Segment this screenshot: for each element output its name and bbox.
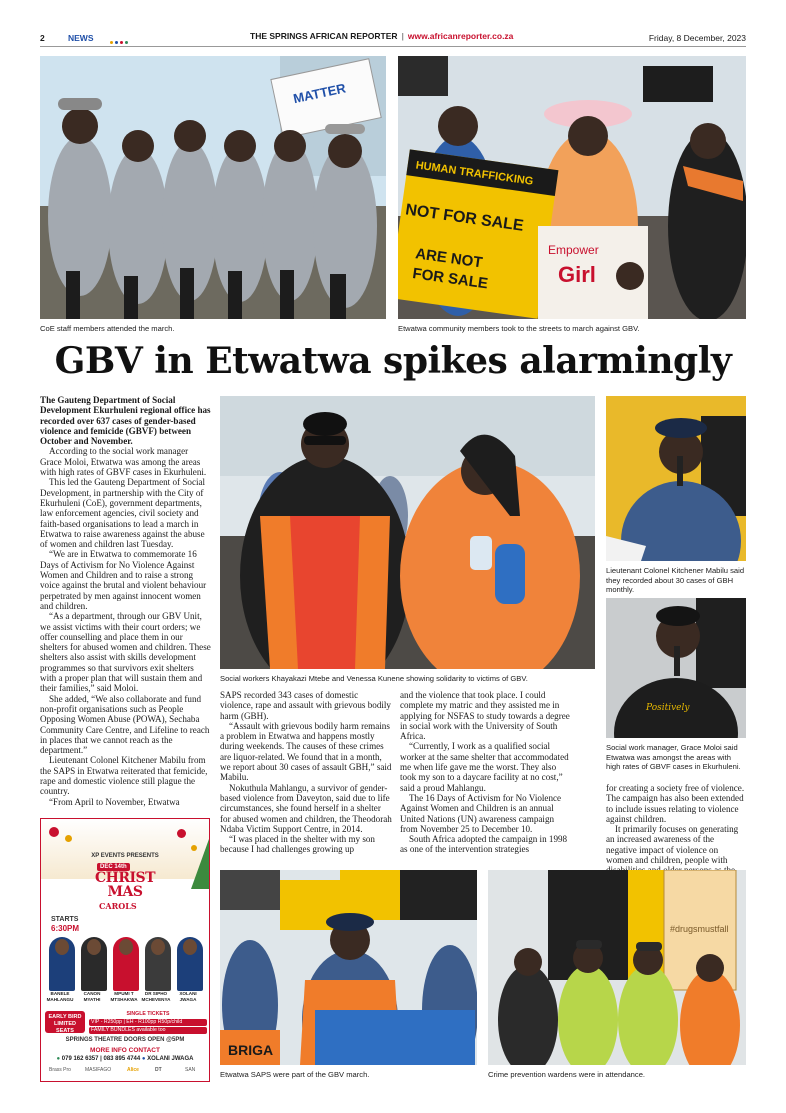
article-paragraph: “I was placed in the shelter with my son because I had challenges growing up — [220, 834, 375, 855]
facebook-icon: ● — [141, 1056, 146, 1062]
mabilu-image — [606, 396, 746, 561]
article-paragraph: SAPS recorded 343 cases of domestic violence, rape and assault with grievous bodily harm (GBH). — [220, 690, 391, 721]
christmas-carols-advert[interactable] — [40, 818, 210, 1082]
ornament-icon — [177, 829, 186, 838]
page-number: 2 — [40, 33, 45, 43]
placard-trafficking-text: HUMAN TRAFFICKING — [414, 159, 534, 188]
wardens-image — [488, 870, 746, 1065]
dot-2 — [115, 41, 118, 44]
dot-3 — [120, 41, 123, 44]
caption-photo3: Social workers Khayakazi Mtebe and Venessa Kunene showing solidarity to victims of GBV. — [220, 674, 528, 683]
paper-name: THE SPRINGS AFRICAN REPORTER — [250, 31, 398, 41]
sponsor-logos — [41, 1067, 209, 1079]
article-paragraph: According to the social work manager Grace Moloi, Etwatwa was among the areas with high rates of GBVF cases in Ekurhuleni. — [40, 446, 207, 478]
article-paragraph: and the violence that took place. I could complete my matric and they assisted me in applying for NSFAS to study towards a degree in social work with the University of South Africa. — [400, 690, 570, 742]
photo-grace-moloi — [606, 598, 746, 738]
grace-moloi-image — [606, 598, 746, 738]
article-paragraph: “Assault with grievous bodily harm remains a problem in Etwatwa and happens mostly during weekends. The causes of these crimes are liquor-related. We found that in a month, we report about 30 cases of assault GBH,” said Mabilu. — [220, 720, 392, 783]
performer-name: BANELE MAHLANGU — [46, 991, 74, 1002]
article-column-2 — [220, 690, 393, 855]
advert-title-line1: CHRIST — [94, 870, 156, 886]
article-paragraph: It primarily focuses on generating an increased awareness of the negative impact of violence on women and children, people with — [606, 824, 739, 866]
article-paragraph: for creating a society free of violence. The campaign has also been extended to include issues relating to violence against children. — [606, 783, 745, 824]
saps-image — [220, 870, 477, 1065]
caption-photo7: Crime prevention wardens were in attendance. — [488, 1070, 646, 1079]
tickets-heading: SINGLE TICKETS — [126, 1011, 170, 1017]
placard-are-not-text: ARE NOT — [414, 245, 484, 272]
article-paragraph: This led the Gauteng Department of Social Development, in partnership with the City of Ekurhuleni (CoE), government departments, law enforcement agencies, civil society and faith-based organisations to lead a march in Etwatwa to raise awareness against the abuse of women and children last Tuesday. — [40, 477, 206, 550]
whatsapp-icon: ● — [56, 1056, 61, 1062]
placard-matter-text: MATTER — [291, 80, 348, 107]
social-workers-image — [220, 396, 595, 669]
community-march-image — [398, 56, 746, 319]
sponsor-logo: SAN — [185, 1067, 196, 1073]
performer-name: DR SIPHO MCHEVENYA — [141, 991, 171, 1002]
sponsor-logo: Brass Pro — [49, 1067, 71, 1073]
sponsor-logo: MASIFAGO — [85, 1067, 112, 1073]
dot-4 — [125, 41, 128, 44]
header-rule — [40, 46, 746, 47]
photo-crime-prevention-wardens — [488, 870, 746, 1065]
article-column-1 — [40, 395, 211, 807]
sign-drugs-text: #drugsmustfall — [670, 924, 729, 934]
caption-photo2: Etwatwa community members took to the streets to march against GBV. — [398, 324, 640, 333]
placard-for-sale-text: FOR SALE — [411, 265, 489, 293]
advert-title — [89, 871, 161, 899]
advert-title-line2: MAS — [107, 884, 143, 900]
performer-photo — [177, 937, 203, 991]
performer-photo — [49, 937, 75, 991]
section-dots — [110, 36, 130, 46]
contact-line — [41, 1056, 209, 1062]
ticket-info — [89, 1011, 207, 1034]
performer-name: CANON MYATHI — [83, 991, 101, 1002]
caption-photo1: CoE staff members attended the march. — [40, 324, 175, 333]
advert-presents: XP EVENTS PRESENTS — [91, 853, 159, 859]
coe-staff-image — [40, 56, 386, 319]
issue-date: Friday, 8 December, 2023 — [648, 33, 746, 43]
photo-community-march — [398, 56, 746, 319]
starts-time: 6:30PM — [51, 924, 80, 933]
article-lead: The Gauteng Department of Social Development Ekurhuleni regional office has recorded over 637 cases of gender-based violence and femicide (GBVF) between October and November. — [40, 395, 211, 447]
photo-social-workers — [220, 396, 595, 669]
ornament-icon — [65, 835, 72, 842]
caption-photo4: Lieutenant Colonel Kitchener Mabilu said they recorded about 30 cases of GBH monthly. — [606, 566, 745, 594]
article-paragraph: South Africa adopted the campaign in 1998 as one of the intervention strategies — [400, 834, 568, 855]
placard-not-for-sale-text: NOT FOR SALE — [404, 201, 525, 235]
section-label: NEWS — [68, 33, 94, 43]
placard-empower-text: Empower — [548, 243, 599, 257]
early-bird-badge: EARLY BIRD LIMITED SEATS — [45, 1011, 85, 1033]
article-paragraph: “Currently, I work as a qualified social worker at the same shelter that accommodated me when life gave me the worst. They also took my son to a daycare facility at no cost,” said a proud Mahlangu. — [400, 741, 569, 793]
advert-start-time — [51, 915, 79, 933]
performer-photo — [81, 937, 107, 991]
masthead: THE SPRINGS AFRICAN REPORTER | www.africanreporter.co.za — [250, 31, 514, 41]
svg-text:Positively: Positively — [646, 703, 690, 713]
caption-photo5: Social work manager, Grace Moloi said Etwatwa was amongst the areas with high rates of GBVF cases in Ekurhuleni. — [606, 743, 741, 771]
article-paragraph: She added, “We also collaborate and fund non-profit organisations such as People Opposing Women Abuse (POWA), Sechaba Community Care Centre, and Lifeline to reach in places that we cannot reach as the department.” — [40, 693, 210, 756]
paper-url[interactable]: www.africanreporter.co.za — [407, 31, 514, 41]
performer-photo — [145, 937, 171, 991]
sponsor-logo: Alice — [127, 1067, 139, 1073]
performer-photo — [113, 937, 139, 991]
social-handle[interactable]: XOLANI JWAGA — [147, 1056, 194, 1062]
sash-brigade-text: BRIGA — [228, 1042, 274, 1058]
photo-coe-staff-march — [40, 56, 386, 319]
article-paragraph: “We are in Etwatwa to commemorate 16 Days of Activism for No Violence Against Women and Children and to raise a strong voice against the brutal and violent behaviour perpetrated by men against innocent women and children. — [40, 549, 207, 611]
advert-date-badge: DEC 14th — [97, 863, 130, 871]
starts-label: STARTS — [51, 916, 79, 923]
advert-carols: CAROLS — [99, 901, 137, 911]
article-paragraph: Lieutenant Colonel Kitchener Mabilu from the SAPS in Etwatwa reiterated that femicide, rape and domestic violence still plague the country. — [40, 755, 208, 797]
performer-name: MPUMI T MTSHAKWA — [110, 991, 138, 1002]
phone-numbers[interactable]: 079 162 6357 | 083 895 4744 — [61, 1056, 141, 1062]
dot-1 — [110, 41, 113, 44]
performer-name: XOLANI JWAGA — [179, 991, 197, 1002]
article-paragraph: “From April to November, Etwatwa — [49, 796, 180, 807]
article-paragraph: The 16 Days of Activism for No Violence Against Women and Children is an annual United Nations (UN) awareness campaign from November 25 to December 10. — [400, 792, 562, 834]
performer-photos — [47, 933, 205, 991]
caption-photo6: Etwatwa SAPS were part of the GBV march. — [220, 1070, 370, 1079]
photo-lt-col-mabilu — [606, 396, 746, 561]
more-info-label: MORE INFO CONTACT — [90, 1047, 160, 1054]
performer-names — [45, 991, 207, 1009]
ornament-icon — [49, 827, 59, 837]
christmas-tree-icon — [191, 839, 210, 889]
article-column-3 — [400, 690, 572, 855]
page-header — [40, 30, 746, 46]
placard-girl-text: Girl — [558, 262, 596, 287]
article-paragraph: Nokuthula Mahlangu, a survivor of gender-based violence from Daveyton, said due to life circumstances, she found herself in a shelter for abused women and children, the Theodorah Ndaba Victim Support Centre, in 2014. — [220, 782, 392, 834]
family-bundles: FAMILY BUNDLES available too — [89, 1027, 207, 1034]
article-headline: GBV in Etwatwa spikes alarmingly — [54, 340, 732, 382]
article-paragraph: “As a department, through our GBV Unit, we assist victims with their court orders; we offer counselling and place them in our shelters for abused women and children. These shelters also assist with skills development programmes so that survivors exit shelters with a proper plan that will sustain them and their families,” said Moloi. — [40, 611, 211, 694]
photo-etwatwa-saps — [220, 870, 477, 1065]
sponsor-logo: DT — [155, 1067, 162, 1073]
tickets-prices: VIP - R250pp | EH - R100pp R50p/child — [89, 1019, 207, 1026]
venue-info: SPRINGS THEATRE DOORS OPEN @5PM — [65, 1037, 185, 1043]
